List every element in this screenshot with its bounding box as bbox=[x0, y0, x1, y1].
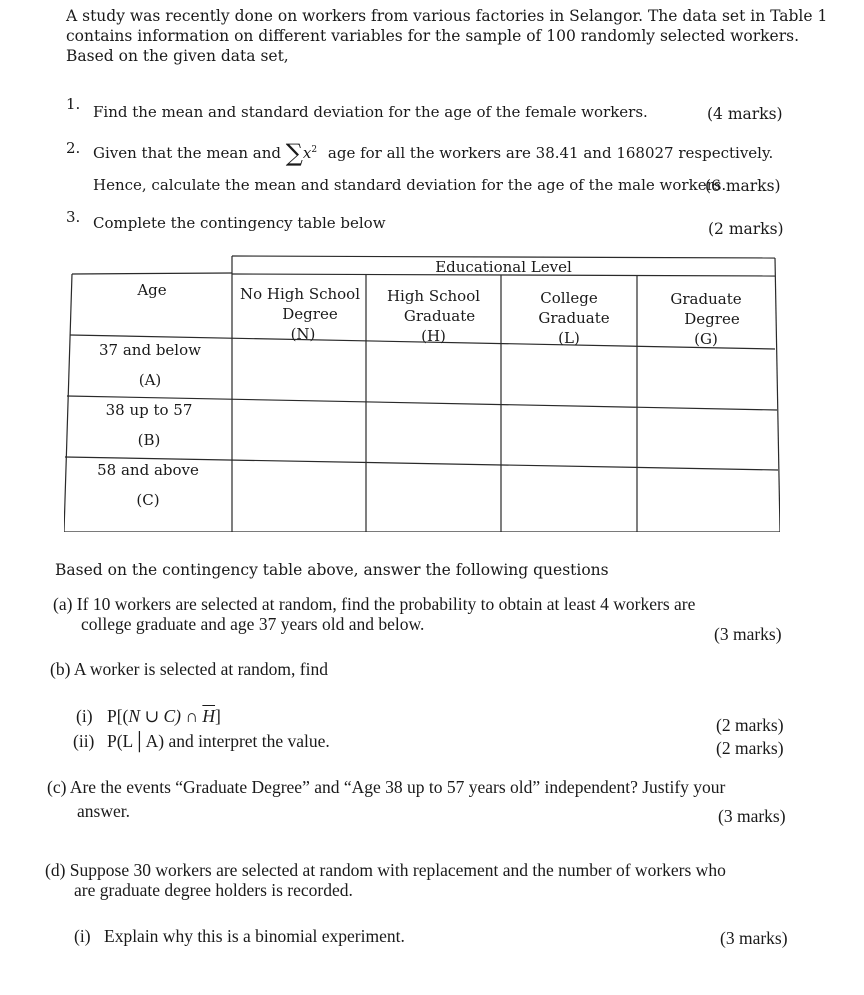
intro-line-2: contains information on different variables for the sample of 100 randomly selected workers. bbox=[66, 27, 800, 45]
column-n-line-1: No High School bbox=[239, 285, 361, 303]
part-b-i-math: N ∪ C) ∩ bbox=[128, 706, 203, 726]
question-2-suffix: age for all the workers are 38.41 and 168027 respectively. bbox=[327, 144, 774, 162]
intro-paragraph bbox=[66, 6, 827, 66]
row-a-code: (A) bbox=[138, 371, 162, 389]
exponent: 2 bbox=[311, 145, 318, 155]
column-h-code: (H) bbox=[421, 327, 446, 345]
variable-x: x bbox=[302, 144, 312, 162]
table-row-header: Age bbox=[137, 281, 167, 299]
intro-line-1: A study was recently done on workers from various factories in Selangor. The data set in Table 1 bbox=[66, 7, 828, 25]
part-b-i-label: (i) bbox=[76, 706, 93, 726]
row-c-label: 58 and above bbox=[97, 461, 199, 479]
part-d-i-label: (i) bbox=[74, 926, 91, 946]
row-label-a bbox=[70, 340, 230, 390]
intro-line-3: Based on the given data set, bbox=[66, 47, 289, 65]
row-c-code: (C) bbox=[136, 491, 160, 509]
column-l-line-2: Graduate bbox=[538, 309, 610, 327]
part-d-i-marks: (3 marks) bbox=[720, 928, 788, 948]
question-2-line-1 bbox=[93, 139, 774, 167]
row-a-label: 37 and below bbox=[99, 341, 201, 359]
question-2-marks: (6 marks) bbox=[705, 177, 781, 195]
question-3-marks: (2 marks) bbox=[708, 220, 784, 238]
column-header-h bbox=[366, 286, 501, 346]
column-l-line-1: College bbox=[540, 289, 598, 307]
part-a-line-1: (a) If 10 workers are selected at random, find the probability to obtain at least 4 workers are bbox=[53, 594, 696, 614]
question-1-number: 1. bbox=[66, 95, 81, 113]
column-header-g bbox=[637, 289, 775, 349]
summation-symbol: ∑ bbox=[285, 139, 303, 167]
part-d-line-2: are graduate degree holders is recorded. bbox=[74, 880, 353, 900]
column-header-l bbox=[501, 288, 637, 348]
part-d-i-text: Explain why this is a binomial experiment. bbox=[104, 926, 405, 946]
column-n-code: (N) bbox=[290, 325, 316, 343]
column-g-line-1: Graduate bbox=[670, 290, 742, 308]
question-3-text: Complete the contingency table below bbox=[93, 214, 386, 232]
question-1-text: Find the mean and standard deviation for the age of the female workers. bbox=[93, 103, 648, 121]
part-b-i-complement: $\overline{H}$ bbox=[202, 706, 216, 726]
row-label-b bbox=[68, 400, 230, 450]
question-2-prefix: Given that the mean and bbox=[93, 144, 281, 162]
part-c-line-1: (c) Are the events “Graduate Degree” and “Age 38 up to 57 years old” independent? Justify your bbox=[47, 777, 726, 797]
column-g-line-2: Degree bbox=[684, 310, 740, 328]
part-b-ii-text: P(L│A) and interpret the value. bbox=[107, 731, 330, 751]
row-b-label: 38 up to 57 bbox=[105, 401, 193, 419]
part-a-marks: (3 marks) bbox=[714, 624, 782, 644]
row-b-code: (B) bbox=[137, 431, 161, 449]
part-b-i-expression bbox=[107, 706, 221, 727]
part-c-line-2: answer. bbox=[77, 801, 130, 821]
column-n-line-2: Degree bbox=[282, 305, 338, 323]
part-b-line: (b) A worker is selected at random, find bbox=[50, 659, 328, 679]
question-2-line-2: Hence, calculate the mean and standard deviation for the age of the male workers. bbox=[93, 176, 727, 194]
column-header-n bbox=[234, 284, 366, 344]
row-label-c bbox=[66, 460, 230, 510]
part-b-i-suffix: ] bbox=[215, 706, 221, 726]
question-3-number: 3. bbox=[66, 208, 81, 226]
column-h-line-2: Graduate bbox=[403, 307, 476, 325]
part-d-line-1: (d) Suppose 30 workers are selected at random with replacement and the number of workers who bbox=[45, 860, 726, 880]
part-b-i-marks: (2 marks) bbox=[716, 715, 784, 735]
table-group-header: Educational Level bbox=[435, 258, 572, 276]
question-2-number: 2. bbox=[66, 139, 81, 157]
part-b-ii-marks: (2 marks) bbox=[716, 738, 784, 758]
contingency-table bbox=[64, 250, 780, 532]
column-h-line-1: High School bbox=[386, 287, 481, 305]
question-1-marks: (4 marks) bbox=[707, 105, 783, 123]
part-a-line-2: college graduate and age 37 years old and below. bbox=[81, 614, 425, 634]
column-l-code: (L) bbox=[558, 329, 580, 347]
part-b-i-prefix: P[( bbox=[107, 706, 129, 726]
part-c-marks: (3 marks) bbox=[718, 806, 786, 826]
followup-intro: Based on the contingency table above, answer the following questions bbox=[55, 561, 609, 579]
column-g-code: (G) bbox=[694, 330, 718, 348]
part-b-ii-label: (ii) bbox=[73, 731, 95, 751]
